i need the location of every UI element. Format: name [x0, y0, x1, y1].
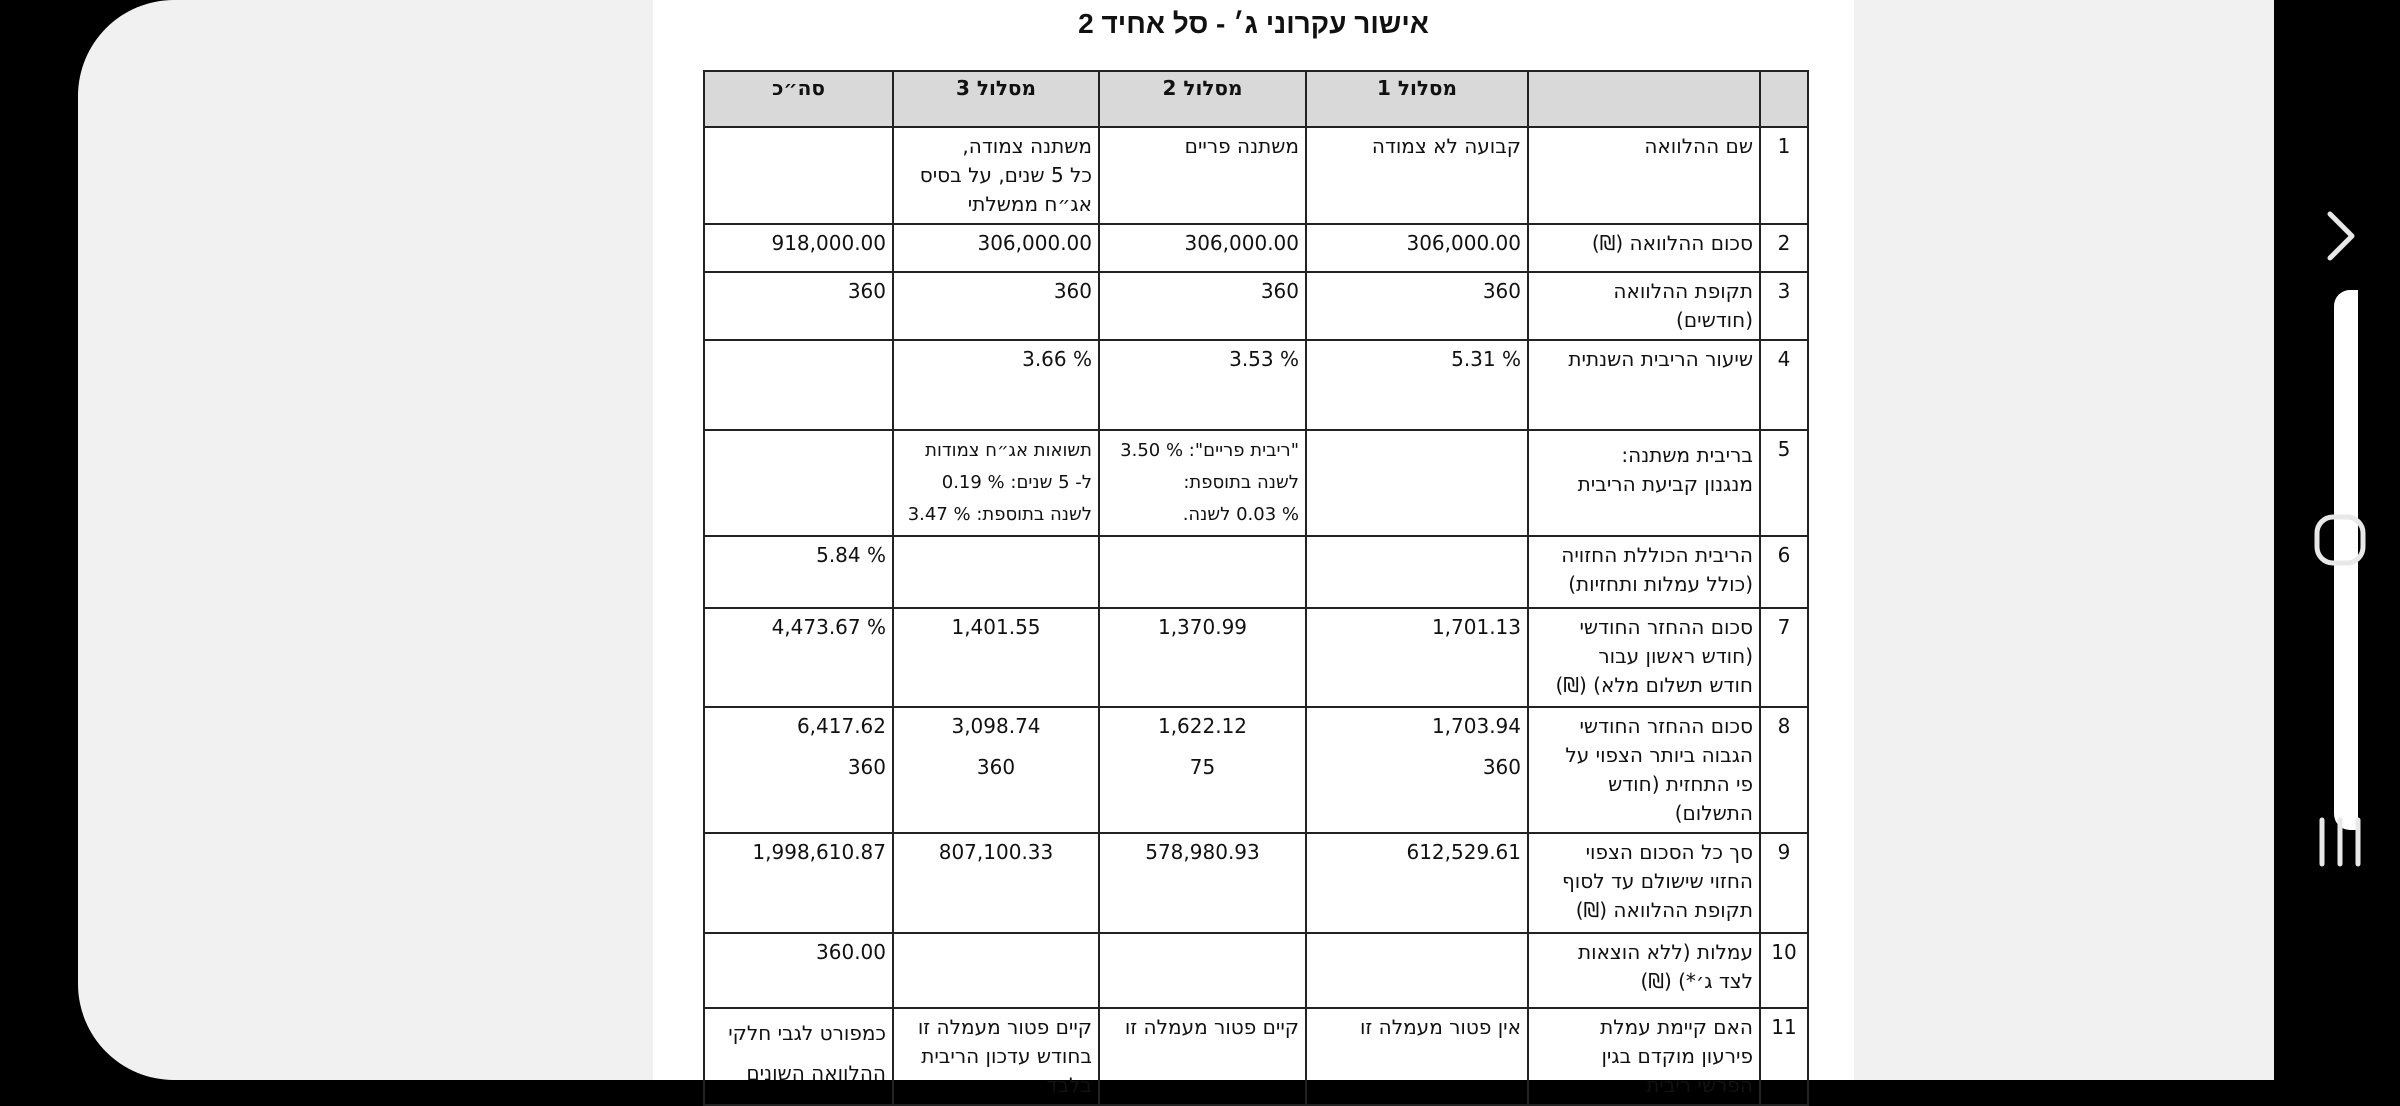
total-value: כמפורט לגבי חלקי ההלוואה השונים	[704, 1008, 893, 1105]
track-2-month: 75	[1189, 755, 1216, 779]
row-label: שם ההלוואה	[1528, 127, 1760, 224]
track-1-value: 5.31 %	[1306, 340, 1528, 430]
track-1-value: 360	[1306, 272, 1528, 340]
track-1-value	[1306, 933, 1528, 1008]
track-3-value: משתנה צמודה, כל 5 שנים, על בסיס אג״ח ממשלתי	[893, 127, 1099, 224]
forward-button[interactable]	[2300, 196, 2380, 276]
total-value	[704, 340, 893, 430]
total-cell	[704, 707, 893, 833]
table-row	[704, 608, 1808, 707]
total-value: 1,998,610.87	[704, 833, 893, 933]
row-label: סכום ההלוואה (₪)	[1528, 224, 1760, 272]
track-1-value	[1306, 536, 1528, 608]
track-3-cell	[893, 707, 1099, 833]
table-row	[704, 536, 1808, 608]
track-3-value: 1,401.55	[893, 608, 1099, 707]
track-1-value: קבועה לא צמודה	[1306, 127, 1528, 224]
track-3-month: 360	[976, 755, 1016, 779]
track-2-value: "ריבית פריים": % 3.50 לשנה בתוספת: % 0.03 לשנה.	[1099, 430, 1306, 536]
track-1-value: 1,701.13	[1306, 608, 1528, 707]
track-3-value: תשואות אג״ח צמודות ל- 5 שנים: % 0.19 לשנה בתוספת: % 3.47	[893, 430, 1099, 536]
row-label: סכום ההחזר החודשי (חודש ראשון עבור חודש תשלום מלא) (₪)	[1528, 608, 1760, 707]
row-index: 2	[1760, 224, 1808, 272]
screen	[78, 0, 2274, 1097]
track-2-value: 3.53 %	[1099, 340, 1306, 430]
total-value	[704, 127, 893, 224]
track-2-value: 1,622.12	[1157, 714, 1248, 738]
row-label: בריבית משתנה: מנגנון קביעת הריבית	[1528, 430, 1760, 536]
header-track-1: מסלול 1	[1306, 71, 1528, 127]
document-title: אישור עקרוני ג׳ - סל אחיד 2	[1078, 8, 1429, 39]
track-2-value: משתנה פריים	[1099, 127, 1306, 224]
track-1-value	[1306, 430, 1528, 536]
track-1-value: 306,000.00	[1306, 224, 1528, 272]
header-track-2: מסלול 2	[1099, 71, 1306, 127]
loan-table	[703, 70, 1809, 1106]
track-2-value: 360	[1099, 272, 1306, 340]
track-3-value: 807,100.33	[893, 833, 1099, 933]
row-label: סכום ההחזר החודשי הגבוה ביותר הצפוי על פי התחזית (חודש התשלום)	[1528, 707, 1760, 833]
home-icon	[2312, 512, 2368, 568]
track-3-value	[893, 536, 1099, 608]
recents-icon	[2312, 814, 2368, 870]
track-2-value: קיים פטור מעמלה זו	[1099, 1008, 1306, 1105]
row-label: עמלות (ללא הוצאות לצד ג׳*) (₪)	[1528, 933, 1760, 1008]
row-index: 4	[1760, 340, 1808, 430]
table-row	[704, 224, 1808, 272]
table-row	[704, 1008, 1808, 1105]
track-3-value: קיים פטור מעמלה זו בחודש עדכון הריבית בלבד	[893, 1008, 1099, 1105]
track-3-value: 3,098.74	[951, 714, 1041, 738]
track-2-value: 306,000.00	[1099, 224, 1306, 272]
table-row	[704, 833, 1808, 933]
row-index: 3	[1760, 272, 1808, 340]
track-1-value: 612,529.61	[1306, 833, 1528, 933]
row-index: 1	[1760, 127, 1808, 224]
row-index: 9	[1760, 833, 1808, 933]
row-index: 7	[1760, 608, 1808, 707]
track-1-value: 1,703.94	[1431, 714, 1521, 738]
total-value: 5.84 %	[704, 536, 893, 608]
track-2-value	[1099, 933, 1306, 1008]
recents-button[interactable]	[2300, 802, 2380, 882]
total-value: 360.00	[704, 933, 893, 1008]
table-header-row	[704, 71, 1808, 127]
track-3-value: 360	[893, 272, 1099, 340]
header-track-3: מסלול 3	[893, 71, 1099, 127]
track-2-value: 578,980.93	[1099, 833, 1306, 933]
document-page[interactable]	[653, 0, 1854, 1097]
row-index: 11	[1760, 1008, 1808, 1105]
row-index: 8	[1760, 707, 1808, 833]
row-label: הריבית הכוללת החזויה (כולל עמלות ותחזיות)	[1528, 536, 1760, 608]
table-row	[704, 272, 1808, 340]
table-row	[704, 707, 1808, 833]
track-2-value: 1,370.99	[1099, 608, 1306, 707]
track-2-cell	[1099, 707, 1306, 833]
track-1-month: 360	[1482, 755, 1521, 779]
track-1-value: אין פטור מעמלה זו	[1306, 1008, 1528, 1105]
total-value: 360	[704, 272, 893, 340]
table-row	[704, 933, 1808, 1008]
track-1-cell	[1306, 707, 1528, 833]
total-value	[704, 430, 893, 536]
row-label: סך כל הסכום הצפוי החזוי שישולם עד לסוף תקופת ההלוואה (₪)	[1528, 833, 1760, 933]
total-value: 6,417.62	[796, 714, 886, 738]
track-3-value	[893, 933, 1099, 1008]
row-index: 6	[1760, 536, 1808, 608]
track-2-value	[1099, 536, 1306, 608]
row-index: 10	[1760, 933, 1808, 1008]
row-label: שיעור הריבית השנתית	[1528, 340, 1760, 430]
header-total: סה״כ	[704, 71, 893, 127]
table-row	[704, 127, 1808, 224]
chevron-right-icon	[2320, 208, 2360, 264]
table-row	[704, 430, 1808, 536]
total-value: 918,000.00	[704, 224, 893, 272]
track-3-value: 306,000.00	[893, 224, 1099, 272]
row-label: תקופת ההלוואה (חודשים)	[1528, 272, 1760, 340]
header-index	[1760, 71, 1808, 127]
table-row	[704, 340, 1808, 430]
row-index: 5	[1760, 430, 1808, 536]
track-3-value: 3.66 %	[893, 340, 1099, 430]
total-value: 4,473.67 %	[704, 608, 893, 707]
total-month: 360	[847, 755, 886, 779]
home-button[interactable]	[2300, 500, 2380, 580]
header-label	[1528, 71, 1760, 127]
row-label: האם קיימת עמלת פירעון מוקדם בגין הפרשי ריבית	[1528, 1008, 1760, 1105]
